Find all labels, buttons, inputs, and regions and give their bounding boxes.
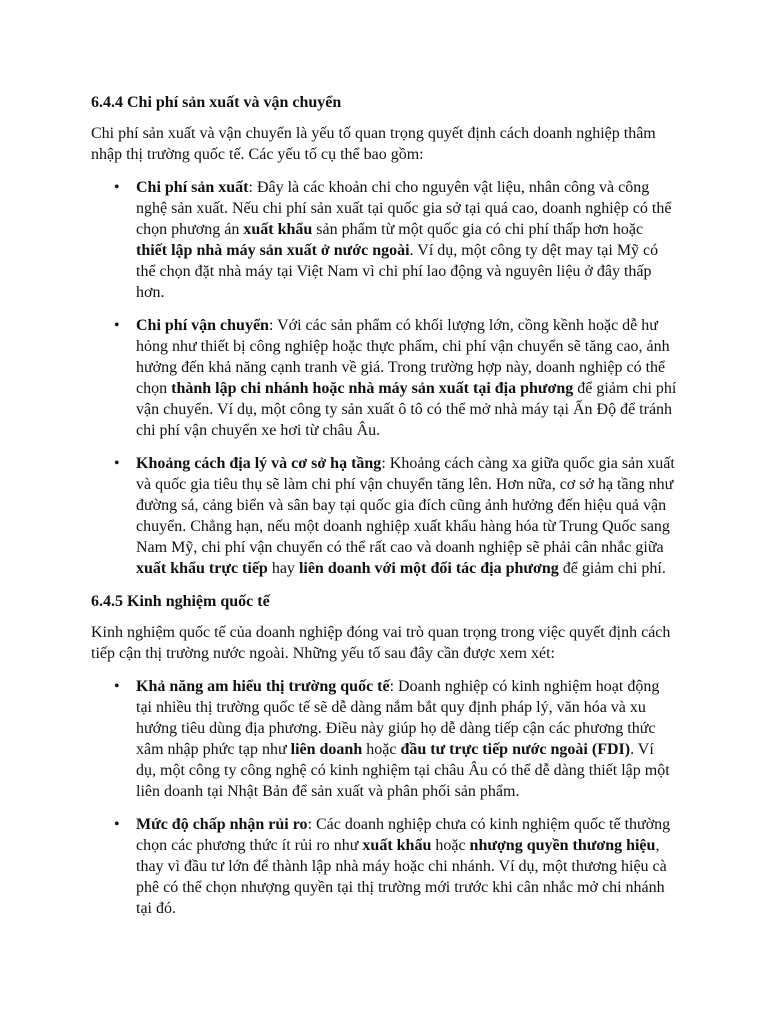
bullet-list-6-4-4 <box>91 177 677 579</box>
text-run: : Các doanh nghiệp chưa có kinh nghiệm quốc tế thường chọn các phương thức ít rủi ro như <box>136 816 671 854</box>
bold-term: Mức độ chấp nhận rủi ro <box>136 816 308 833</box>
list-item <box>91 177 677 303</box>
bold-term: nhượng quyền thương hiệu <box>469 837 656 854</box>
list-item-text <box>136 816 670 917</box>
section-heading-6-4-5: 6.4.5 Kinh nghiệm quốc tế <box>91 593 270 610</box>
list-item-text <box>136 179 671 301</box>
bold-term: Chi phí vận chuyển <box>136 317 269 334</box>
bold-term: Khoảng cách địa lý và cơ sở hạ tầng <box>136 455 382 472</box>
bold-term: thành lập chi nhánh hoặc nhà máy sản xuất tại địa phương <box>171 380 574 397</box>
bold-term: Chi phí sản xuất <box>136 179 249 196</box>
text-run: : Đây là các khoản chi cho nguyên vật liệu, nhân công và công nghệ sản xuất. Nếu chi phí sản xuất tại quốc gia sở tại quá cao, doanh nghiệp có thể chọn phương án <box>136 179 672 238</box>
bold-term: xuất khẩu trực tiếp <box>136 560 268 577</box>
bold-term: xuất khẩu <box>243 221 313 238</box>
list-item <box>91 676 677 802</box>
list-item-text <box>136 317 676 439</box>
bullet-icon: • <box>114 179 120 196</box>
text-run: : Khoảng cách càng xa giữa quốc gia sản xuất và quốc gia tiêu thụ sẽ làm chi phí vận chuyển tăng lên. Hơn nữa, cơ sở hạ tầng như đường sá, cảng biển và sân bay tại quốc gia đích cũng ảnh hưởng đến hiệu quả vận chuyển. Chẳng hạn, nếu một doanh nghiệp xuất khẩu hàng hóa từ Trung Quốc sang Nam Mỹ, chi phí vận chuyển có thể rất cao và doanh nghiệp sẽ phải cân nhắc giữa <box>136 455 675 556</box>
text-run: hay <box>267 560 299 577</box>
list-item-text <box>136 678 670 800</box>
bold-term: thiết lập nhà máy sản xuất ở nước ngoài <box>136 242 410 259</box>
bullet-list-6-4-5 <box>91 676 677 919</box>
text-run: hoặc <box>431 837 470 854</box>
text-run: : Doanh nghiệp có kinh nghiệm hoạt động tại nhiều thị trường quốc tế sẽ dễ dàng nắm bắt quy định pháp lý, văn hóa và xu hướng tiêu dùng địa phương. Điều này giúp họ dễ dàng tiếp cận các phương thức xâm nhập phức tạp như <box>136 678 660 758</box>
list-item <box>91 453 677 579</box>
bullet-icon: • <box>114 816 120 833</box>
bold-term: Khả năng am hiểu thị trường quốc tế <box>136 678 390 695</box>
text-run: , thay vì đầu tư lớn để thành lập nhà máy hoặc chi nhánh. Ví dụ, một thương hiệu cà phê có thể chọn nhượng quyền tại thị trường mới trước khi cân nhắc mở chi nhánh tại đó. <box>136 837 667 917</box>
list-item <box>91 315 677 441</box>
bullet-icon: • <box>114 678 120 695</box>
bold-term: đầu tư trực tiếp nước ngoài (FDI) <box>400 741 631 758</box>
bullet-icon: • <box>114 317 120 334</box>
section-intro-6-4-4: Chi phí sản xuất và vận chuyển là yếu tố quan trọng quyết định cách doanh nghiệp thâm nhập thị trường quốc tế. Các yếu tố cụ thể bao gồm: <box>91 125 656 163</box>
bullet-icon: • <box>114 455 120 472</box>
text-run: sản phẩm từ một quốc gia có chi phí thấp hơn hoặc <box>312 221 644 238</box>
text-run: hoặc <box>362 741 401 758</box>
bold-term: liên doanh với một đối tác địa phương <box>298 560 559 577</box>
text-run: . Ví dụ, một công ty công nghệ có kinh nghiệm tại châu Âu có thể dễ dàng thiết lập một liên doanh tại Nhật Bản để sản xuất và phân phối sản phẩm. <box>136 741 670 800</box>
text-run: : Với các sản phẩm có khối lượng lớn, cồng kềnh hoặc dễ hư hỏng như thiết bị công nghiệp hoặc thực phẩm, chi phí vận chuyển sẽ tăng cao, ảnh hưởng đến khả năng cạnh tranh về giá. Trong trường hợp này, doanh nghiệp có thể chọn <box>136 317 670 397</box>
section-heading-6-4-4: 6.4.4 Chi phí sản xuất và vận chuyển <box>91 94 342 111</box>
text-run: để giảm chi phí. <box>558 560 666 577</box>
text-run: để giảm chi phí vận chuyển. Ví dụ, một công ty sản xuất ô tô có thể mở nhà máy tại Ấn Độ để tránh chi phí vận chuyển xe hơi từ châu Âu. <box>136 380 677 439</box>
text-run: . Ví dụ, một công ty dệt may tại Mỹ có thể chọn đặt nhà máy tại Việt Nam vì chi phí lao động và nguyên liệu ở đây thấp hơn. <box>136 242 659 301</box>
list-item <box>91 814 677 919</box>
document-page <box>91 92 677 931</box>
section-intro-6-4-5: Kinh nghiệm quốc tế của doanh nghiệp đóng vai trò quan trọng trong việc quyết định cách tiếp cận thị trường nước ngoài. Những yếu tố sau đây cần được xem xét: <box>91 624 671 662</box>
list-item-text <box>136 455 675 577</box>
bold-term: liên doanh <box>290 741 363 758</box>
bold-term: xuất khẩu <box>362 837 432 854</box>
